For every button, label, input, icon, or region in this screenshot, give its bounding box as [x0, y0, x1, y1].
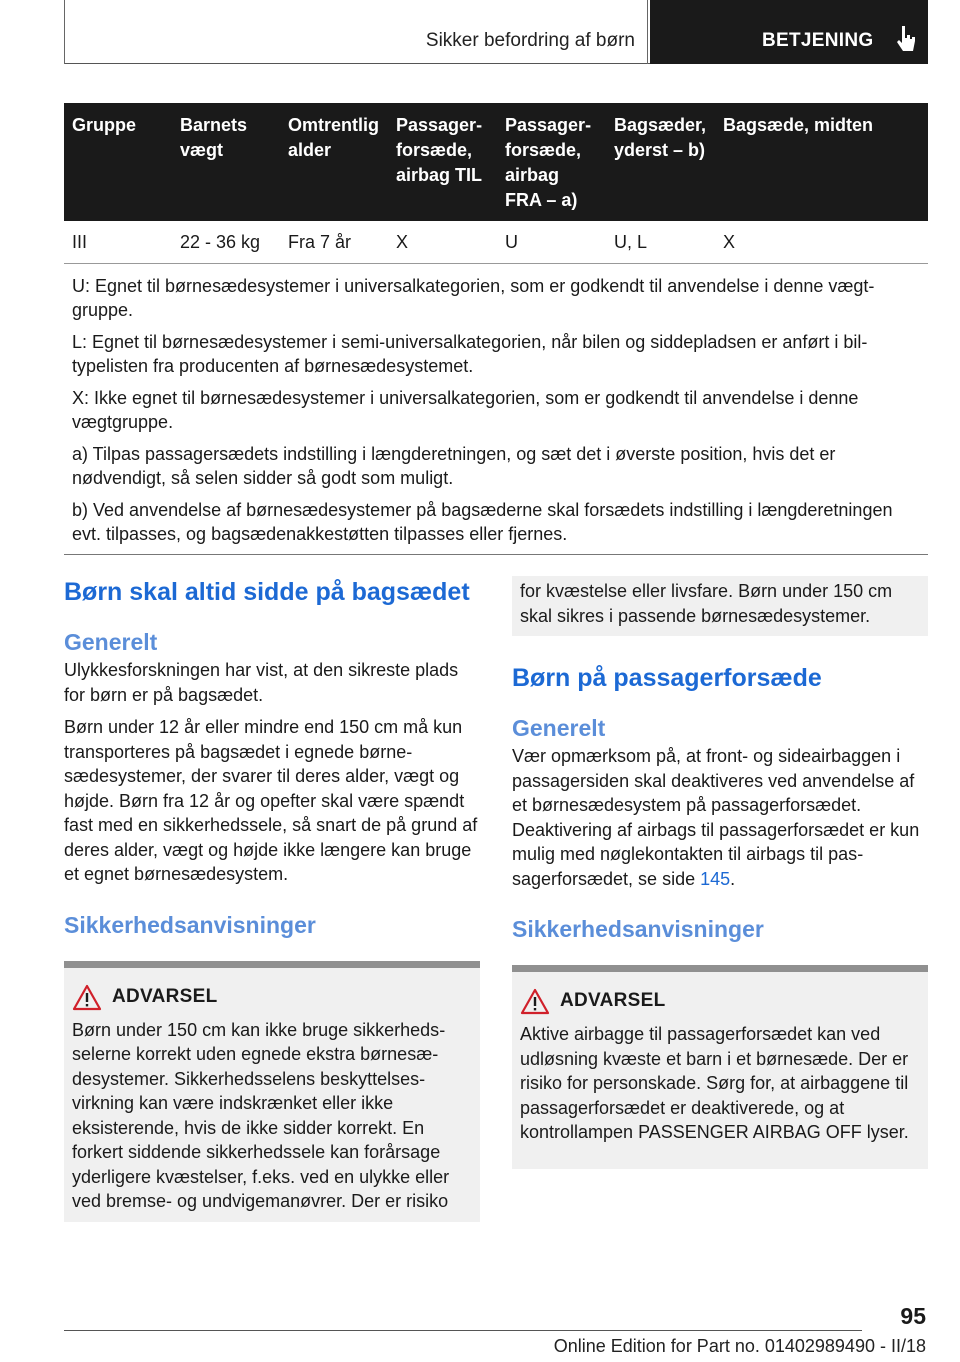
note-a: a) Tilpas passagersædets indstilling i længderetningen, og sæt det i øverste position, hvis det er nødvendigt, så selen sidder så godt som muligt.: [72, 444, 836, 488]
subsection-title-safety: Sikkerhedsanvisninger: [512, 916, 764, 942]
table-cell: Fra 7 år: [280, 221, 388, 264]
warning-label: ADVARSEL: [112, 985, 218, 1007]
footer-edition: Online Edition for Part no. 01402989490 - II/18: [553, 1336, 926, 1356]
page-number: 95: [900, 1303, 926, 1329]
note-x: X: Ikke egnet til børnesædesystemer i universalkategorien, som er godkendt til anvendelse i denne vægtgruppe.: [72, 388, 859, 432]
subsection-title-general: Generelt: [512, 715, 606, 741]
col-header: Omtrentlig alder: [280, 103, 388, 221]
table-header-row: [64, 103, 928, 221]
note-b: b) Ved anvendelse af børnesædesystemer på bagsæderne skal forsædets indstilling i længderetningen evt. tilpasses, og bagsædenakkestøtten tilpasses eller fjernes.: [72, 500, 893, 544]
warning-header: [520, 988, 920, 1020]
warning-label: ADVARSEL: [560, 990, 666, 1011]
col-header: Passagerforsæde, airbag FRA – a): [497, 103, 606, 221]
page-link[interactable]: 145: [700, 868, 731, 889]
table-notes-row: [64, 264, 928, 555]
paragraph: Børn under 12 år eller mindre end 150 cm må kun transporteres på bagsædet i egnede børnesædesystemer, der svarer til deres alder, vægt og højde. Børn fra 12 år og opefter skal være spændt fast med en sikkerhedssele, så snart de på grund af deres alder, vægt og højde ikke længere kan bruge et egnet børnesædesystem.: [64, 717, 478, 884]
table-row: [64, 221, 928, 264]
right-column: [512, 576, 928, 1169]
table-cell: U, L: [606, 221, 715, 264]
hand-pointer-icon: [893, 24, 919, 54]
header-chapter: [650, 0, 928, 64]
warning-box: [64, 961, 480, 1222]
section-title-front-seat: Børn på passagerforsæde: [512, 664, 822, 692]
footer-rule: [64, 1330, 862, 1331]
warning-triangle-icon: [520, 988, 550, 1016]
table-cell: X: [388, 221, 497, 264]
subsection-title-safety: Sikkerhedsanvisninger: [64, 911, 316, 938]
col-header: Passagerforsæde, airbag TIL: [388, 103, 497, 221]
paragraph: [512, 744, 928, 891]
warning-header: [72, 984, 472, 1016]
header-section-title: Sikker befordring af børn: [425, 30, 635, 51]
paragraph-end: .: [730, 868, 736, 889]
warning-continuation: [512, 576, 928, 636]
table-cell: 22 - 36 kg: [172, 221, 280, 264]
note-u: U: Egnet til børnesædesystemer i universalkategorien, som er godkendt til anvendelse i denne vægtgruppe.: [72, 276, 875, 320]
table-cell: U: [497, 221, 606, 264]
note-l: L: Egnet til børnesædesystemer i semi-universalkategorien, når bilen og siddepladsen er anført i biltypelisten fra producenten af børnesædesystemet.: [72, 332, 868, 376]
child-seat-table: [64, 103, 928, 555]
table-cell: X: [715, 221, 928, 264]
warning-continuation-text: for kvæstelse eller livsfare. Børn under 150 cm skal sikres i passende børnesædesystemer.: [520, 581, 893, 626]
col-header: Barnets vægt: [172, 103, 280, 221]
header-section: [64, 0, 648, 64]
warning-box: [512, 965, 928, 1169]
paragraph-text: Vær opmærksom på, at front- og sideairbaggen i passagersiden skal deaktiveres ved anvendelse af et børnesædesystem på passagerforsædet. Deaktivering af airbags til passagerforsædet er kun mulig med nøglekontakten til airbags til passagerforsædet, se side: [512, 746, 920, 889]
col-header: Gruppe: [64, 103, 172, 221]
col-header: Bagsæde, midten: [715, 103, 928, 221]
col-header: Bagsæder, yderst – b): [606, 103, 715, 221]
left-column: [64, 576, 480, 1222]
table-cell: III: [64, 221, 172, 264]
paragraph: Ulykkesforskningen har vist, at den sikreste plads for børn er på bagsædet.: [64, 660, 459, 705]
section-title-rear-seat: Børn skal altid sidde på bagsædet: [64, 578, 470, 606]
header-chapter-title: BETJENING: [762, 30, 874, 51]
table-notes: [64, 264, 928, 555]
subsection-title-general: Generelt: [64, 629, 158, 655]
warning-text: Aktive airbagge til passagerforsædet kan ved udløsning kvæste et barn i et børnesæde. Der er risiko for personskade. Sørg for, at airbaggene til passagerforsædet er deaktiverede, og at kontrollampen PASSENGER AIRBAG OFF lyser.: [520, 1024, 909, 1142]
warning-triangle-icon: [72, 984, 102, 1012]
warning-text: Børn under 150 cm kan ikke bruge sikkerhedsselerne korrekt uden egnede ekstra børnesædesystemer. Sikkerhedsselens beskyttelsesvirkning kan være indskrænket eller ikke eksisterende, hvis de ikke sidder korrekt. En forkert siddende sikkerhedssele kan forårsage yderligere kvæstelser, f.eks. ved en ulykke eller ved bremse- og undvigemanøvrer. Der er risiko: [72, 1019, 450, 1211]
